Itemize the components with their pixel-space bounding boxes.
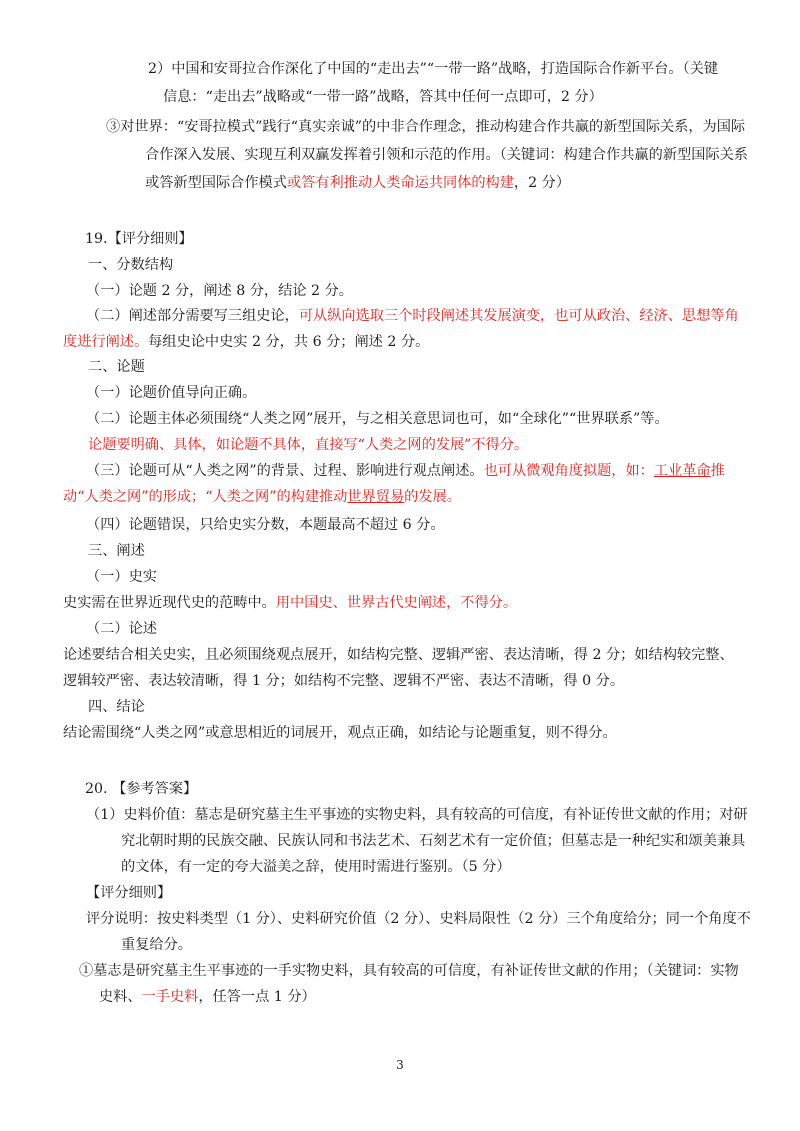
page-number: 3 [396, 1058, 404, 1072]
q19-s1-item2-text-cont: 每组史论中史实 2 分，共 6 分；阐述 2 分。 [148, 334, 430, 350]
q19-section3-sub2-line1: 论述要结合相关史实，且必须围绕观点展开，如结构完整、逻辑严密、表达清晰，得 2 分；如结构较完整、 [63, 647, 734, 663]
q18-world-score: ，2 分） [513, 175, 571, 191]
q18-world-line3 [145, 172, 570, 194]
q19-section2-item2: （二）论题主体必须围绕“人类之网”展开，与之相关意思词也可，如“全球化”“世界联系”等。 [86, 411, 669, 427]
q19-section2-item1: （一）论题价值导向正确。 [86, 385, 257, 401]
q19-section4-text: 结论需围绕“人类之网”或意思相近的词展开，观点正确，如结论与论题重复，则不得分。 [63, 725, 617, 741]
q19-s3-text: 史实需在世界近现代史的范畴中。 [63, 595, 276, 611]
q19-s1-item2-red-cont: 度进行阐述。 [63, 334, 149, 350]
q19-section3-sub1: （一）史实 [86, 569, 157, 585]
q19-s2-item3-red4: 的发展。 [404, 489, 461, 505]
q19-s2-item3-red: 也可从微观角度拟题，如： [483, 463, 654, 479]
q18-world-line1: ③对世界：“安哥拉模式”践行“真实亲诚”的中非合作理念，推动构建合作共赢的新型国际关系，为国际 [106, 119, 746, 135]
q19-section1-title: 一、分数结构 [88, 257, 174, 273]
q20-note-line1: 评分说明：按史料类型（1 分）、史料研究价值（2 分）、史料局限性（2 分）三个角度给分；同一个角度不 [86, 911, 751, 927]
q18-sub2-line1: 2）中国和安哥拉合作深化了中国的“走出去”“一带一路”战略，打造国际合作新平台。（关键 [148, 61, 719, 77]
q20-note-line2: 重复给分。 [121, 937, 192, 953]
q20-answer1-line1: （1）史料价值：墓志是研究墓主生平事迹的实物史料，具有较高的可信度，有补证传世文献的作用；对研 [86, 807, 748, 823]
q19-section2-item4: （四）论题错误，只给史实分数，本题最高不超过 6 分。 [86, 517, 445, 533]
q18-sub2-line2: 信息：“走出去”战略或“一带一路”战略，答其中任何一点即可，2 分） [163, 89, 603, 105]
q19-s2-item3-red2: 推 [710, 463, 725, 479]
q19-s3-red: 用中国史、世界古代史阐述，不得分。 [275, 595, 518, 611]
q19-section2-item3-line1 [86, 460, 725, 482]
q19-s2-item3-underline1: 工业革命 [653, 463, 711, 479]
q19-s1-item2-text: （二）阐述部分需要写三组史论， [86, 308, 299, 324]
q20-point1-line2 [99, 986, 316, 1008]
q19-section3-title: 三、阐述 [88, 543, 145, 559]
q19-section3-sub1-text [63, 592, 517, 614]
q19-section3-sub2-line2: 逻辑较严密、表达较清晰，得 1 分；如结构不完整、逻辑不严密、表达不清晰，得 0 分。 [63, 673, 625, 689]
q20-p1-text: 史料、 [99, 989, 142, 1005]
q20-rule-heading: 【评分细则】 [86, 885, 172, 901]
q19-s1-item2-red: 可从纵向选取三个时段阐述其发展演变，也可从政治、经济、思想等角 [298, 308, 739, 324]
q19-s2-item3-red3: 动“人类之网”的形成；“人类之网”的构建推动 [63, 489, 348, 505]
q20-heading: 20. 【参考答案】 [85, 781, 198, 797]
q19-section1-item1: （一）论题 2 分，阐述 8 分，结论 2 分。 [86, 283, 353, 299]
q18-world-line2: 合作深入发展、实现互利双赢发挥着引领和示范的作用。（关键词：构建合作共赢的新型国际关系 [145, 147, 748, 163]
q19-section3-sub2: （二）论述 [86, 621, 157, 637]
q20-p1-score: ，任答一点 1 分） [198, 989, 316, 1005]
q20-answer1-line2: 究北朝时期的民族交融、民族认同和书法艺术、石刻艺术有一定价值；但墓志是一种纪实和颂美兼具 [121, 833, 746, 849]
q20-answer1-line3: 的文体，有一定的夸大溢美之辞，使用时需进行鉴别。（5 分） [121, 859, 511, 875]
q19-section1-item2-line1 [86, 305, 739, 327]
q19-s2-item3-text: （三）论题可从“人类之网”的背景、过程、影响进行观点阐述。 [86, 463, 484, 479]
q19-section2-red-note: 论题要明确、具体，如论题不具体，直接写“人类之网的发展”不得分。 [88, 437, 529, 453]
q19-section2-item3-line2 [63, 486, 461, 508]
q20-p1-red: 一手史料 [141, 989, 199, 1005]
q19-heading: 19.【评分细则】 [85, 231, 193, 247]
q19-s2-item3-underline2: 世界贸易 [347, 489, 405, 505]
q18-world-text: 或答新型国际合作模式 [145, 175, 287, 191]
q19-section2-title: 二、论题 [88, 359, 145, 375]
q20-point1-line1: ①墓志是研究墓主生平事迹的一手实物史料，具有较高的可信度，有补证传世文献的作用；（关键词：实物 [79, 963, 739, 979]
q19-section1-item2-line2 [63, 331, 429, 353]
q18-world-red-text: 或答有利推动人类命运共同体的构建 [286, 175, 514, 191]
q19-section4-title: 四、结论 [88, 699, 145, 715]
